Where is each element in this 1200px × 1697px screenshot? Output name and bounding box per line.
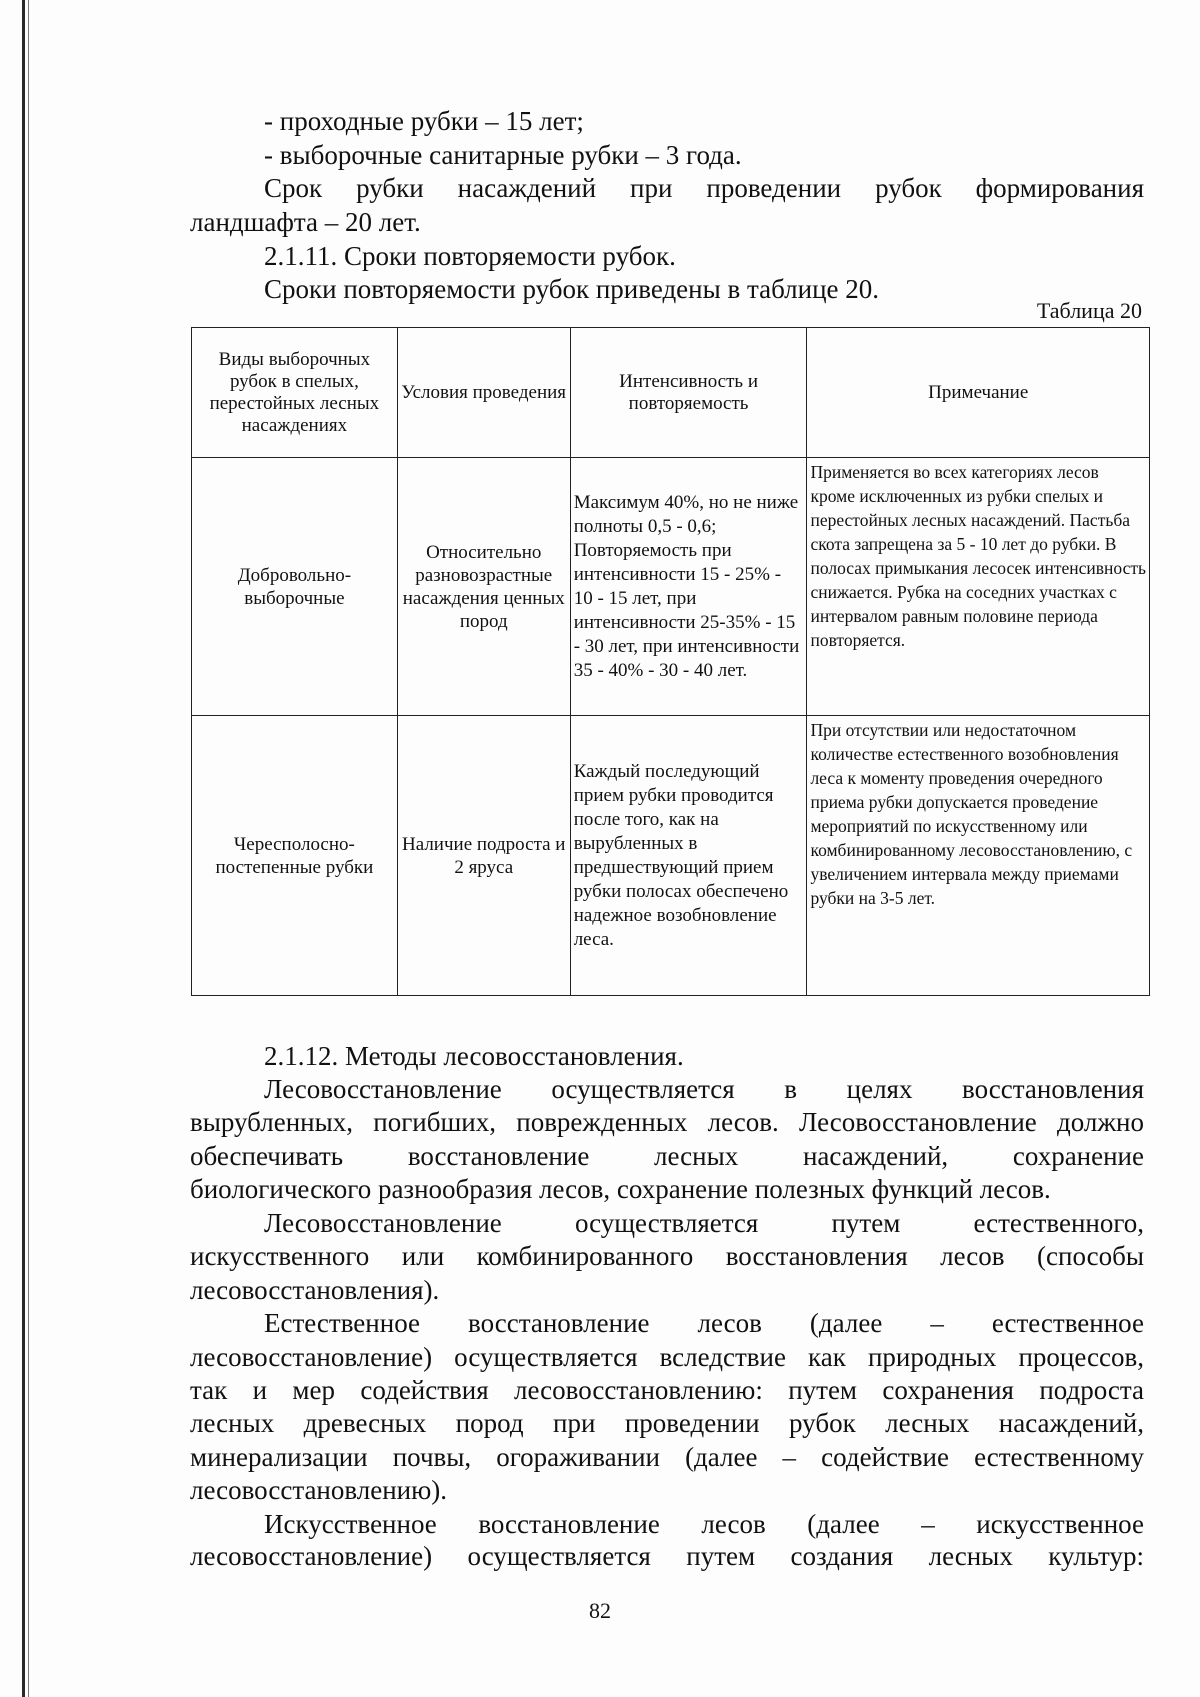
- table-caption: Таблица 20: [1036, 298, 1142, 323]
- header-cell: Примечание: [807, 328, 1150, 458]
- text-line: минерализации почвы, огораживании (далее – содействие естественному: [190, 1442, 1144, 1472]
- cell-intensity: Максимум 40%, но не ниже полноты 0,5 - 0,6; Повторяемость при интенсивности 15 - 25% - 10 - 15 лет, при интенсивности 25-35% - 15 - 30 лет, при интенсивности 35 - 40% - 30 - 40 лет.: [570, 458, 807, 716]
- text-line: Естественное восстановление лесов (далее – естественное: [264, 1308, 1144, 1338]
- text-line: Срок рубки насаждений при проведении рубок формирования: [264, 173, 1144, 203]
- text-line: лесовосстановление) осуществляется вследствие как природных процессов,: [190, 1342, 1144, 1372]
- scan-border-inner: [28, 0, 29, 1697]
- text-line: вырубленных, погибших, поврежденных лесов. Лесовосстановление должно: [190, 1107, 1144, 1137]
- text-line: Искусственное восстановление лесов (далее – искусственное: [264, 1509, 1144, 1539]
- text-line: Лесовосстановление осуществляется в целях восстановления: [264, 1074, 1144, 1104]
- cell-conditions: Относительно разновозрастные насаждения ценных пород: [397, 458, 570, 716]
- section-heading: 2.1.11. Сроки повторяемости рубок.: [264, 241, 676, 271]
- table-row: [192, 458, 1150, 716]
- scan-border: [22, 0, 25, 1697]
- text-line: Сроки повторяемости рубок приведены в таблице 20.: [264, 274, 880, 304]
- text-line: лесовосстановлению).: [190, 1475, 448, 1505]
- section-heading: 2.1.12. Методы лесовосстановления.: [264, 1041, 684, 1071]
- header-cell: Интенсивность и повторяемость: [570, 328, 807, 458]
- text-line: обеспечивать восстановление лесных насаждений, сохранение: [190, 1141, 1144, 1171]
- table-row: [192, 716, 1150, 996]
- text-line: - проходные рубки – 15 лет;: [264, 106, 584, 136]
- text-line: лесных древесных пород при проведении рубок лесных насаждений,: [190, 1408, 1144, 1438]
- text-line: лесовосстановление) осуществляется путем создания лесных культур:: [190, 1541, 1144, 1571]
- table-header-row: [192, 328, 1150, 458]
- cell-cutting-type: Добровольно-выборочные: [192, 458, 398, 716]
- text-line: лесовосстановления).: [190, 1275, 440, 1305]
- text-line: Лесовосстановление осуществляется путем естественного,: [264, 1208, 1144, 1238]
- cell-conditions: Наличие подроста и 2 яруса: [397, 716, 570, 996]
- page-number: 82: [589, 1598, 611, 1623]
- text-line: искусственного или комбинированного восстановления лесов (способы: [190, 1241, 1144, 1271]
- header-cell: Условия проведения: [397, 328, 570, 458]
- repeat-cutting-table: [191, 327, 1150, 996]
- header-cell: Виды выборочных рубок в спелых, перестойных лесных насаждениях: [192, 328, 398, 458]
- text-line: - выборочные санитарные рубки – 3 года.: [264, 140, 742, 170]
- cell-intensity: Каждый последующий прием рубки проводится после того, как на вырубленных в предшествующий прием рубки полосах обеспечено надежное возобновление леса.: [570, 716, 807, 996]
- cell-cutting-type: Чересполосно-постепенные рубки: [192, 716, 398, 996]
- cell-note: Применяется во всех категориях лесов кроме исключенных из рубки спелых и перестойных лесных насаждений. Пастьба скота запрещена за 5 - 10 лет до рубки. В полосах примыкания лесосек интенсивность снижается. Рубка на соседних участках с интервалом равным половине периода повторяется.: [807, 458, 1150, 716]
- text-line: биологического разнообразия лесов, сохранение полезных функций лесов.: [190, 1174, 1051, 1204]
- cell-note: При отсутствии или недостаточном количестве естественного возобновления леса к моменту проведения очередного приема рубки допускается проведение мероприятий по искусственному или комбинированному лесовосстановлению, с увеличением интервала между приемами рубки на 3-5 лет.: [807, 716, 1150, 996]
- text-line: так и мер содействия лесовосстановлению: путем сохранения подроста: [190, 1375, 1144, 1405]
- text-line: ландшафта – 20 лет.: [190, 207, 421, 237]
